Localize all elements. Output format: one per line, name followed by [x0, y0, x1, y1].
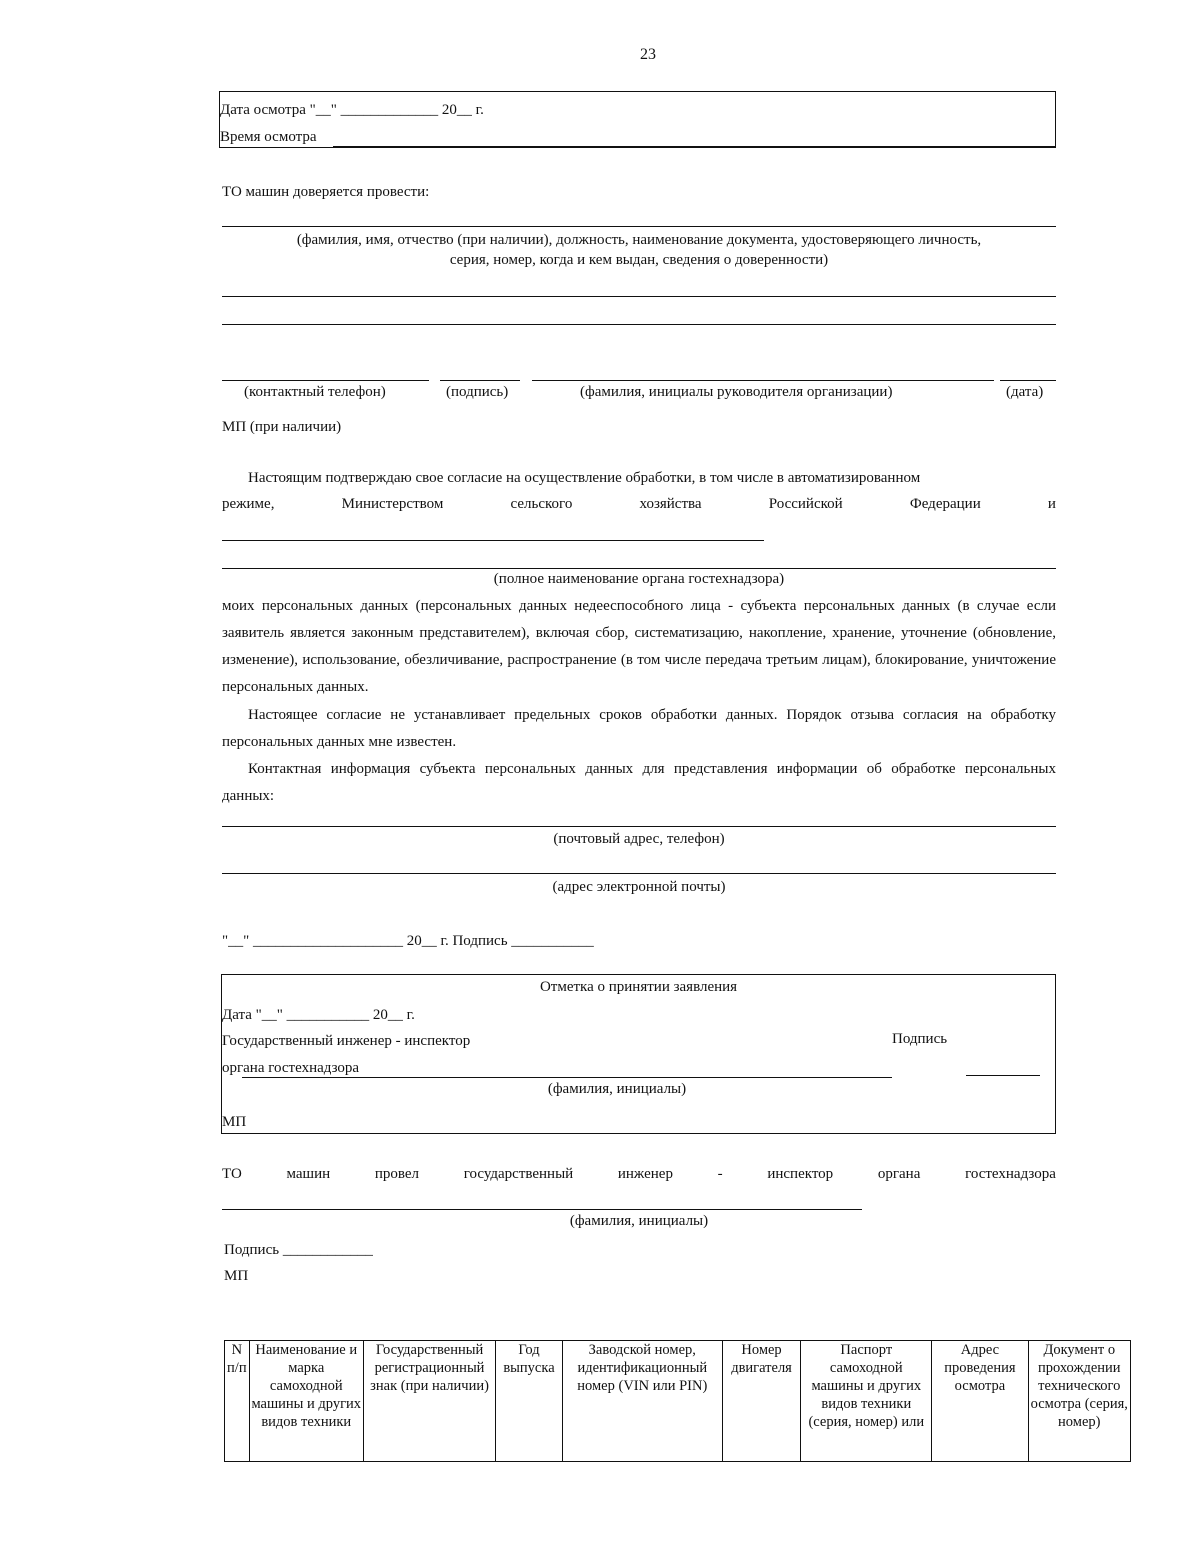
- col-year: Год выпуска: [496, 1341, 563, 1462]
- postal-line: [222, 826, 1056, 827]
- phone-caption: (контактный телефон): [244, 384, 386, 400]
- performed-word: инспектор: [767, 1166, 834, 1182]
- consent-word: сельского: [510, 496, 573, 512]
- performed-word: провел: [374, 1166, 420, 1182]
- engineer-label: Государственный инженер - инспектор: [222, 1033, 471, 1049]
- consent-intro-line-2: [222, 496, 1056, 513]
- signature-label: Подпись ____________: [224, 1242, 373, 1258]
- col-passport: Паспорт самоходной машины и других видов техники (серия, номер) или: [801, 1341, 932, 1462]
- authority-label: органа гостехнадзора: [222, 1060, 360, 1076]
- performed-caption: (фамилия, инициалы): [569, 1213, 709, 1229]
- consent-word: и: [1047, 496, 1056, 512]
- machines-table: [224, 1340, 1131, 1462]
- consent-term: Настоящее согласие не устанавливает предельных сроков обработки данных. Порядок отзыва согласия на обработку персональных данных мне известен.: [222, 707, 1056, 750]
- consent-intro: Настоящим подтверждаю свое согласие на осуществление обработки, в том числе в автоматизированном: [248, 470, 921, 486]
- contact-info: Контактная информация субъекта персональных данных для представления информации об обработке персональных данных:: [222, 761, 1056, 804]
- authority-caption: (полное наименование органа гостехнадзора): [493, 571, 785, 587]
- person-caption-2: серия, номер, когда и кем выдан, сведения о доверенности): [449, 252, 829, 268]
- head-name-caption: (фамилия, инициалы руководителя организации): [580, 384, 893, 400]
- authority-line-2: [222, 568, 1056, 569]
- stamp-label: МП: [224, 1268, 249, 1284]
- col-name: Наименование и марка самоходной машины и других видов техники: [249, 1341, 363, 1462]
- signature-caption: (подпись): [446, 384, 509, 400]
- performed-word: органа: [877, 1166, 921, 1182]
- consent-word: Министерством: [341, 496, 444, 512]
- person-caption-1: (фамилия, имя, отчество (при наличии), должность, наименование документа, удостоверяющего личность,: [296, 232, 982, 248]
- col-address: Адрес проведения осмотра: [932, 1341, 1028, 1462]
- entrusted-label: ТО машин доверяется провести:: [222, 184, 430, 200]
- performed-line: [222, 1166, 1056, 1183]
- consent-word: Федерации: [909, 496, 981, 512]
- phone-line: [222, 380, 429, 381]
- authority-line-1: [222, 540, 764, 541]
- signature-line: [440, 380, 520, 381]
- performed-word: ТО: [222, 1166, 242, 1182]
- email-line: [222, 873, 1056, 874]
- postal-caption: (почтовый адрес, телефон): [553, 831, 725, 847]
- engineer-name-line: [242, 1077, 892, 1078]
- acceptance-signature-label: Подпись: [892, 1031, 948, 1047]
- page-number: 23: [640, 46, 656, 63]
- performed-word: государственный: [463, 1166, 574, 1182]
- consent-body: моих персональных данных (персональных данных недееспособного лица - субъекта персональных данных (в случае если заявитель является законным представителем), включая сбор, систематизацию, накопление, хранение, уточнение (обновление, изменение), использование, обезличивание, распространение (в том числе передача третьим лицам), блокирование, уничтожение персональных данных.: [222, 598, 1056, 695]
- acceptance-stamp: МП: [222, 1114, 247, 1130]
- consent-word: хозяйства: [639, 496, 702, 512]
- email-caption: (адрес электронной почты): [552, 879, 726, 895]
- performed-word: машин: [286, 1166, 331, 1182]
- acceptance-signature-line: [966, 1075, 1040, 1076]
- date-signature-line: "__" ____________________ 20__ г. Подпись ___________: [222, 933, 594, 949]
- consent-word: режиме,: [222, 496, 275, 512]
- blank-line-2: [222, 324, 1056, 325]
- inspection-date-box: [219, 91, 1056, 148]
- date-line: [1000, 380, 1056, 381]
- person-line: [222, 226, 1056, 227]
- col-engine: Номер двигателя: [722, 1341, 800, 1462]
- acceptance-date-line: Дата "__" ___________ 20__ г.: [222, 1007, 415, 1023]
- col-number: N п/п: [225, 1341, 250, 1462]
- inspection-time-line: [333, 146, 1055, 147]
- performed-word: инженер: [617, 1166, 673, 1182]
- stamp-optional: МП (при наличии): [222, 419, 342, 435]
- acceptance-title: Отметка о принятии заявления: [539, 979, 738, 995]
- col-inspection-doc: Документ о прохождении технического осмотра (серия, номер): [1028, 1341, 1130, 1462]
- performed-word: -: [717, 1166, 723, 1182]
- inspection-time-label: Время осмотра: [220, 129, 317, 145]
- col-serial: Заводской номер, идентификационный номер (VIN или PIN): [562, 1341, 722, 1462]
- acceptance-box: [221, 974, 1056, 1134]
- col-reg-sign: Государственный регистрационный знак (при наличии): [363, 1341, 495, 1462]
- table-header-row: [225, 1341, 1131, 1462]
- performed-name-line: [222, 1209, 862, 1210]
- blank-line-1: [222, 296, 1056, 297]
- inspection-date-line: Дата осмотра "__" _____________ 20__ г.: [220, 102, 484, 118]
- consent-word: Российской: [768, 496, 843, 512]
- performed-word: гостехнадзора: [965, 1166, 1056, 1182]
- date-caption: (дата): [1006, 384, 1044, 400]
- acceptance-name-caption: (фамилия, инициалы): [547, 1081, 687, 1097]
- head-name-line: [532, 380, 994, 381]
